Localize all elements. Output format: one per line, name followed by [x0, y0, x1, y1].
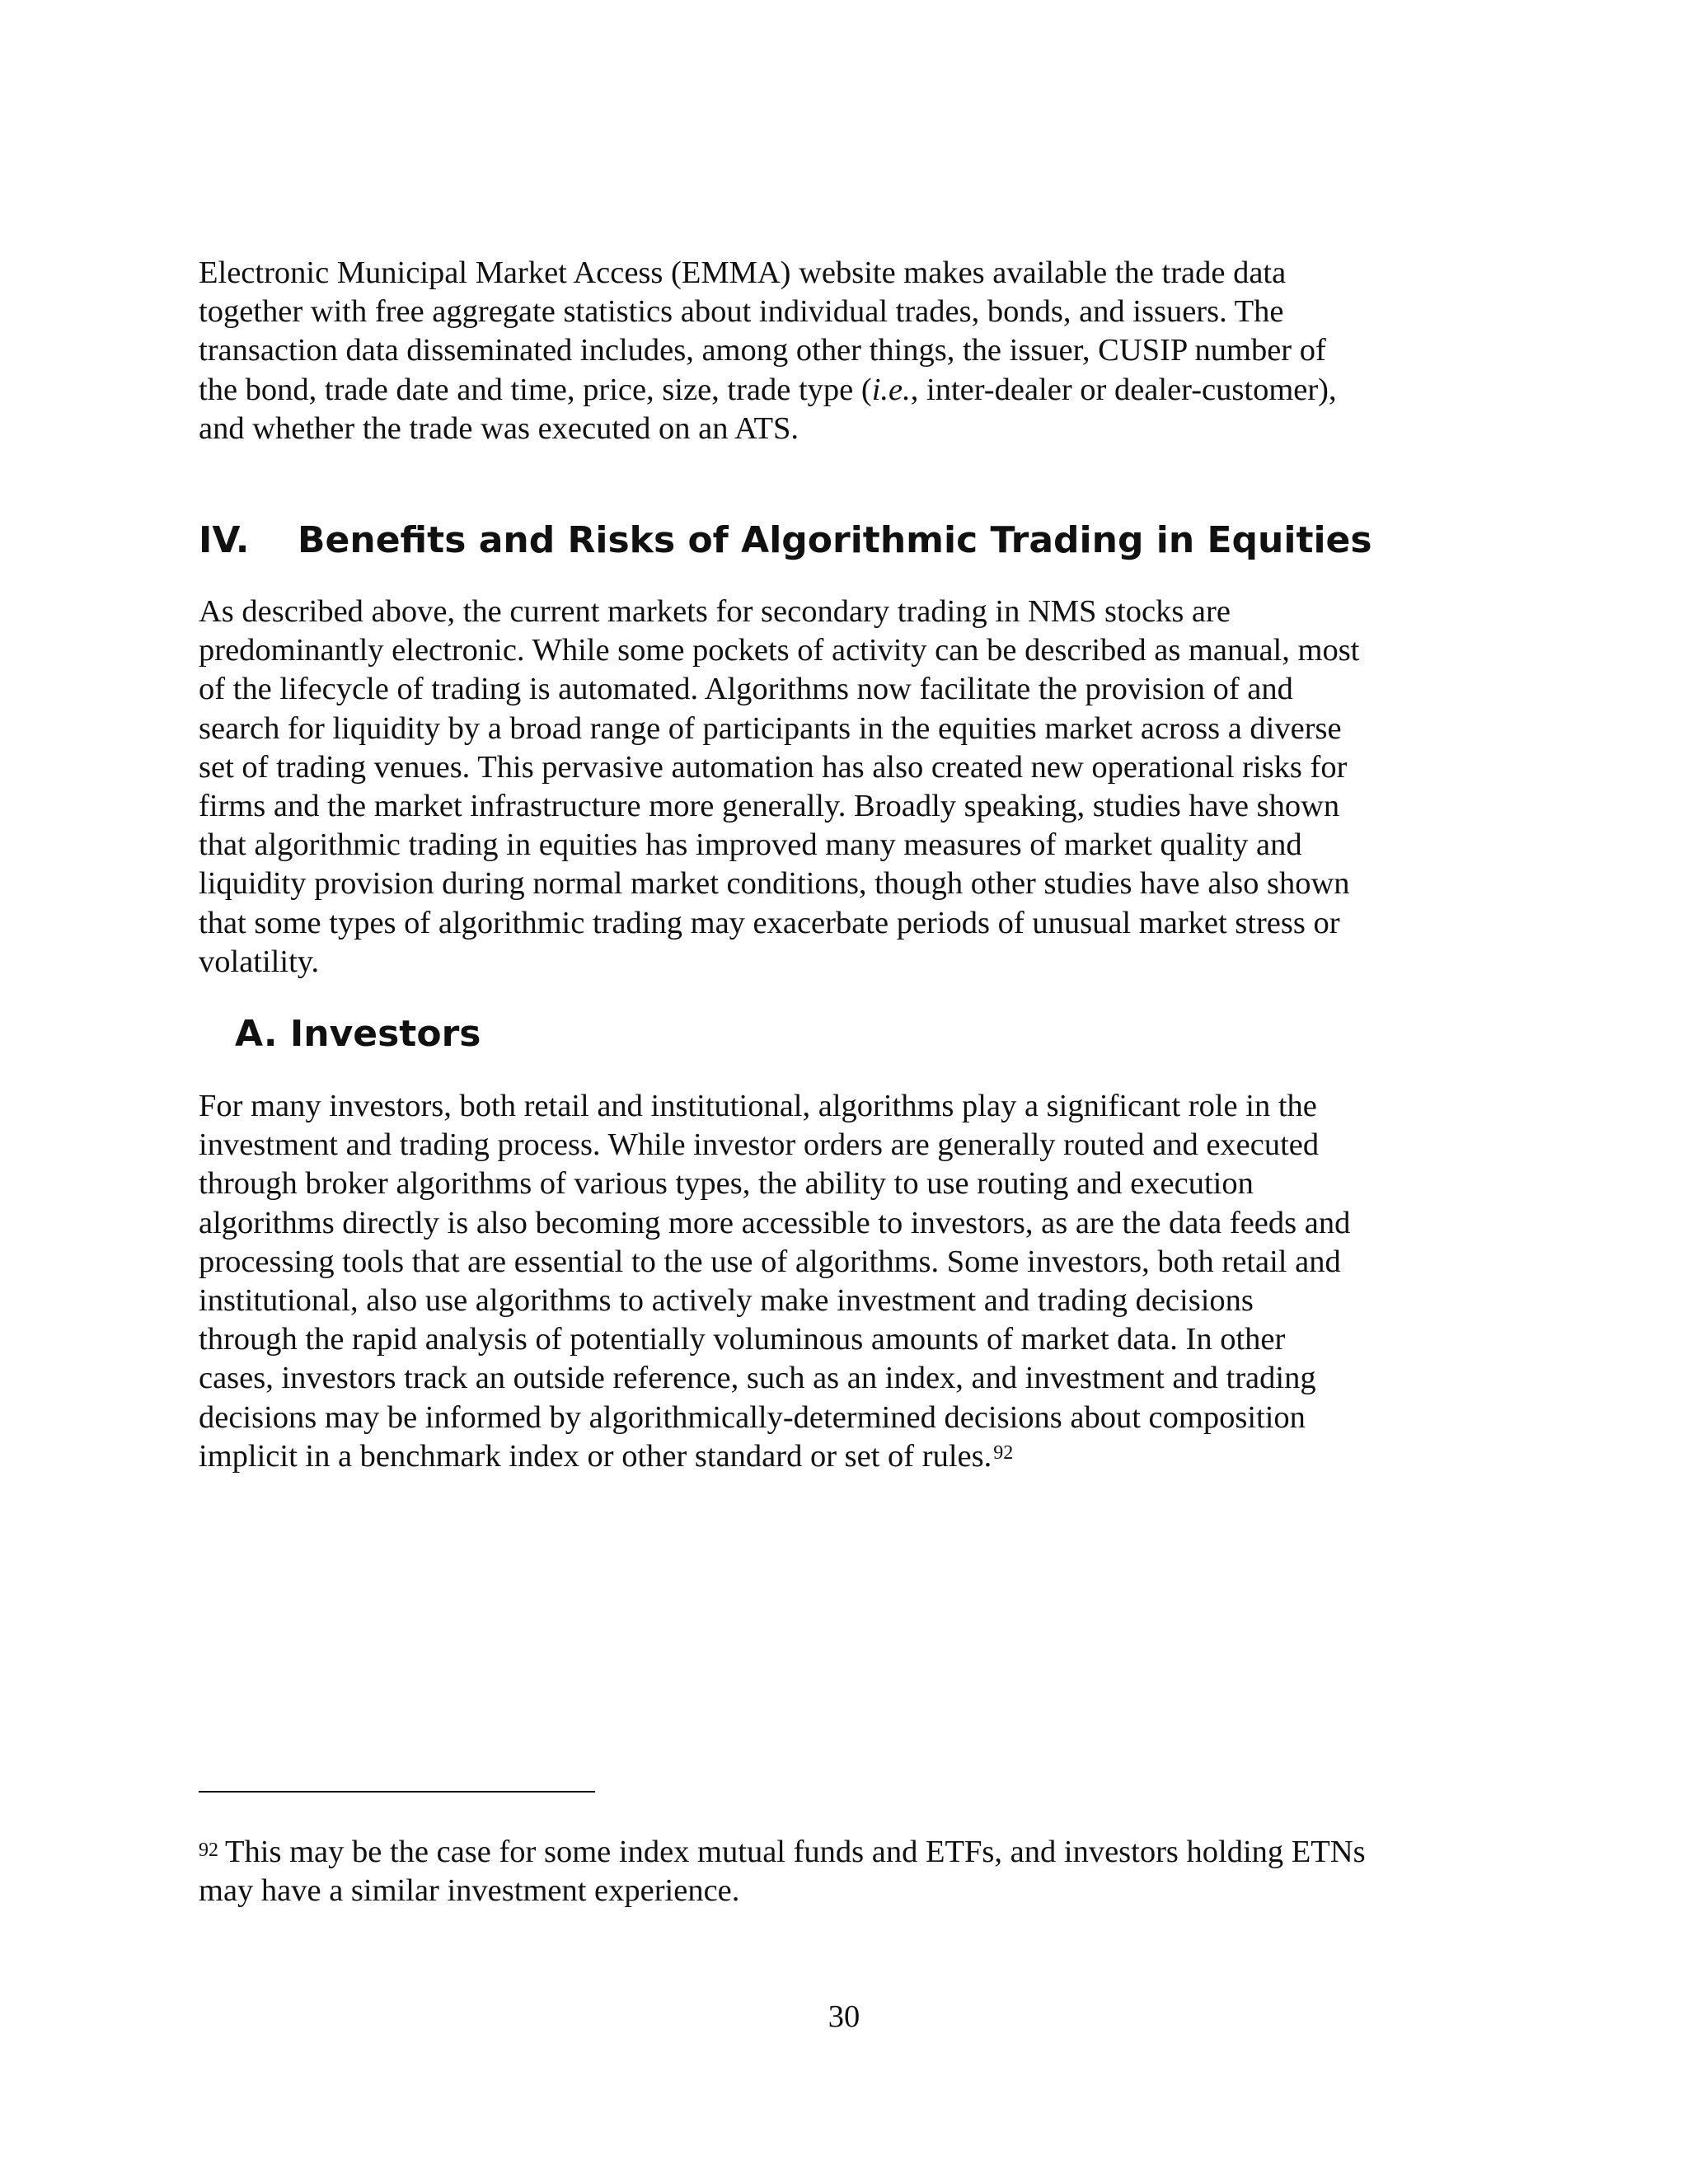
text-line: through broker algorithms of various types, the ability to use routing and execution — [199, 1166, 1254, 1202]
section-number: IV. — [199, 519, 250, 561]
text-line: of the lifecycle of trading is automated. Algorithms now facilitate the provision of and — [199, 672, 1293, 707]
text-line: volatility. — [199, 944, 320, 979]
footnote-line — [199, 1833, 1501, 1872]
section-heading-iv — [199, 518, 1372, 564]
footnote-separator — [199, 1791, 595, 1793]
text-line: that some types of algorithmic trading may exacerbate periods of unusual market stress or — [199, 905, 1340, 940]
text-line — [199, 1437, 1501, 1476]
text-line: through the rapid analysis of potentially voluminous amounts of market data. In other — [199, 1322, 1286, 1357]
text-line: institutional, also use algorithms to actively make investment and trading decisions — [199, 1283, 1254, 1319]
text-line: predominantly electronic. While some pockets of activity can be described as manual, most — [199, 633, 1360, 668]
italic-abbreviation: i.e. — [871, 372, 911, 407]
footnote-reference[interactable]: 92 — [993, 1441, 1014, 1464]
intro-paragraph — [199, 254, 1501, 448]
text-line: transaction data disseminated includes, among other things, the issuer, CUSIP number of — [199, 333, 1326, 368]
footnote-line: may have a similar investment experience. — [199, 1873, 740, 1909]
text-segment: , inter-dealer or dealer-customer), — [910, 372, 1337, 407]
text-line: processing tools that are essential to the use of algorithms. Some investors, both retail and — [199, 1244, 1341, 1279]
text-segment: This may be the case for some index mutual funds and ETFs, and investors holding ETNs — [225, 1835, 1366, 1869]
text-line: For many investors, both retail and institutional, algorithms play a significant role in the — [199, 1089, 1317, 1123]
text-line: cases, investors track an outside reference, such as an index, and investment and trading — [199, 1361, 1316, 1396]
text-segment: the bond, trade date and time, price, size, trade type ( — [199, 372, 872, 407]
page-number: 30 — [828, 1999, 860, 2034]
section-title: Benefits and Risks of Algorithmic Trading in Equities — [298, 519, 1372, 561]
text-line: firms and the market infrastructure more generally. Broadly speaking, studies have shown — [199, 789, 1340, 824]
text-line: that algorithmic trading in equities has improved many measures of market quality and — [199, 827, 1302, 863]
text-line: investment and trading process. While investor orders are generally routed and executed — [199, 1127, 1320, 1163]
text-line: set of trading venues. This pervasive automation has also created new operational risks for — [199, 749, 1348, 785]
text-segment: implicit in a benchmark index or other standard or set of rules. — [199, 1438, 992, 1474]
investors-paragraph — [199, 1087, 1501, 1476]
text-line: As described above, the current markets for secondary trading in NMS stocks are — [199, 594, 1231, 629]
text-line: Electronic Municipal Market Access (EMMA) website makes available the trade data — [199, 255, 1287, 290]
text-line — [199, 371, 1501, 410]
text-line: search for liquidity by a broad range of participants in the equities market across a diverse — [199, 710, 1342, 746]
text-line: and whether the trade was executed on an ATS. — [199, 410, 799, 446]
text-line: decisions may be informed by algorithmically-determined decisions about composition — [199, 1399, 1306, 1435]
footnote — [199, 1833, 1501, 1910]
text-line: together with free aggregate statistics about individual trades, bonds, and issuers. The — [199, 294, 1284, 330]
subsection-heading-investors: A. Investors — [235, 1013, 481, 1055]
text-line: algorithms directly is also becoming more accessible to investors, as are the data feeds and — [199, 1205, 1351, 1240]
section-iv-paragraph — [199, 593, 1501, 982]
footnote-number: 92 — [199, 1840, 218, 1861]
text-line: liquidity provision during normal market conditions, though other studies have also shown — [199, 866, 1350, 902]
